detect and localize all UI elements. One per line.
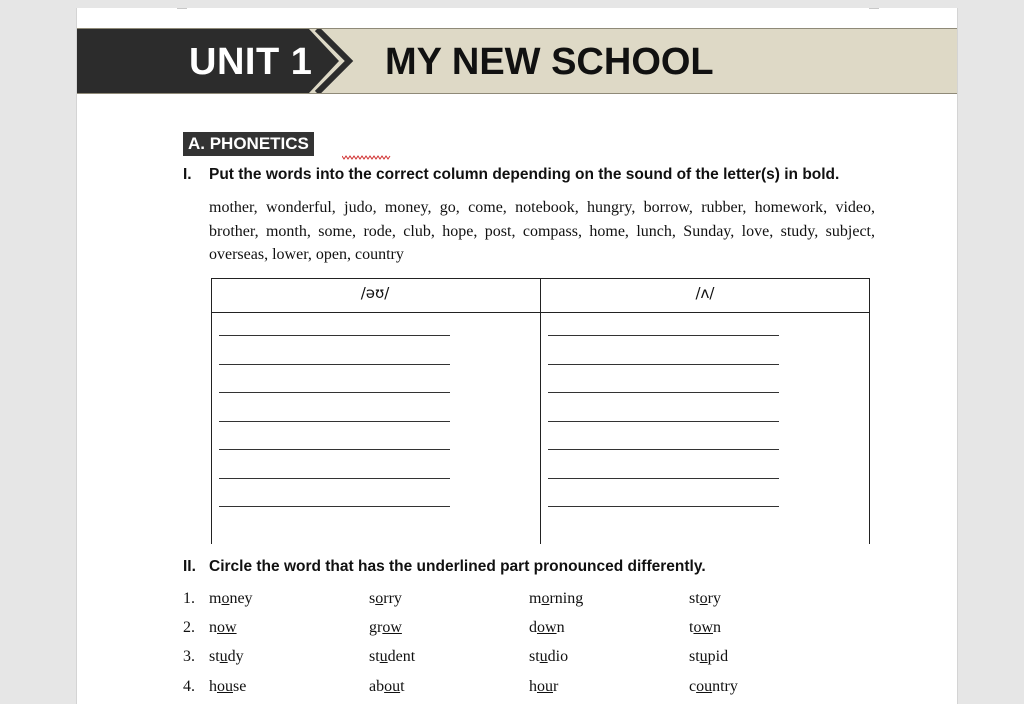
underlined-part: ou: [537, 677, 553, 695]
question-2-number: II.: [183, 558, 196, 575]
word-part: se: [233, 677, 247, 695]
answer-option[interactable]: [209, 678, 246, 696]
unit-label: UNIT 1: [189, 41, 313, 83]
word-part: pid: [707, 648, 729, 666]
word-part: rning: [549, 590, 584, 607]
table-left-border: [211, 278, 212, 544]
answer-option[interactable]: [369, 590, 402, 608]
answer-blank-line: [219, 392, 450, 393]
answer-option[interactable]: [369, 648, 415, 666]
answer-blank-line: [548, 364, 779, 365]
word-part: st: [689, 648, 700, 666]
underlined-part: o: [221, 590, 230, 607]
word-part: h: [209, 677, 217, 695]
underlined-part: u: [379, 648, 388, 666]
word-part: n: [713, 619, 722, 637]
underlined-part: ow: [537, 619, 557, 637]
table-right-border: [869, 278, 870, 544]
answer-option[interactable]: [529, 590, 583, 608]
unit-title: MY NEW SCHOOL: [385, 41, 714, 83]
answer-option[interactable]: [209, 590, 253, 608]
answer-option[interactable]: [689, 678, 738, 696]
answer-blank-line: [219, 364, 450, 365]
answer-blank-line: [548, 478, 779, 479]
item-number: 2.: [183, 619, 195, 637]
document-page: [76, 8, 958, 704]
underlined-part: u: [219, 648, 228, 666]
word-part: m: [209, 590, 222, 607]
underlined-part: ou: [696, 677, 713, 695]
answer-option[interactable]: [369, 678, 405, 696]
question-1-number: I.: [183, 166, 192, 183]
answer-option[interactable]: [689, 648, 728, 666]
underlined-part: ow: [382, 619, 402, 637]
answer-blank-line: [219, 335, 450, 336]
word-part: r: [553, 677, 559, 695]
column-header-ou: /əʊ/: [360, 284, 390, 302]
answer-blank-line: [548, 506, 779, 507]
underlined-part: ou: [217, 677, 233, 695]
word-part: t: [689, 619, 694, 637]
answer-blank-line: [548, 421, 779, 422]
word-part: dent: [387, 648, 416, 666]
question-1-heading: [183, 166, 839, 184]
word-part: ney: [229, 590, 253, 607]
answer-option[interactable]: [369, 619, 402, 637]
underlined-part: ow: [217, 619, 237, 637]
answer-blank-line: [219, 421, 450, 422]
column-header-uh: /ʌ/: [695, 284, 715, 302]
word-part: ry: [707, 590, 721, 607]
underlined-part: o: [699, 590, 708, 607]
question-2-heading: [183, 558, 706, 576]
item-number: 3.: [183, 648, 195, 666]
word-part: m: [529, 590, 542, 607]
section-label: A. PHONETICS: [183, 132, 314, 156]
answer-option[interactable]: [529, 678, 558, 696]
word-part: n: [209, 619, 217, 637]
word-part: ntry: [712, 677, 738, 695]
word-part: st: [529, 648, 540, 666]
word-part: c: [689, 677, 697, 695]
question-2-instruction: Circle the word that has the underlined part pronounced differently.: [209, 558, 706, 575]
word-part: h: [529, 677, 537, 695]
margin-mark-right: [869, 8, 879, 9]
underlined-part: ow: [693, 619, 714, 637]
word-part: ab: [369, 677, 385, 695]
underlined-part: u: [539, 648, 548, 666]
word-part: t: [400, 677, 405, 695]
underlined-part: o: [375, 590, 384, 607]
item-number: 4.: [183, 677, 195, 695]
underlined-part: o: [541, 590, 550, 607]
answer-blank-line: [548, 449, 779, 450]
answer-blank-line: [219, 449, 450, 450]
underlined-part: ou: [384, 677, 401, 695]
sound-table: [211, 278, 870, 544]
answer-option[interactable]: [689, 590, 721, 608]
answer-option[interactable]: [689, 619, 721, 637]
word-part: dio: [547, 648, 569, 666]
answer-option[interactable]: [209, 648, 244, 666]
item-number: 1.: [183, 590, 195, 607]
word-part: gr: [369, 619, 383, 637]
word-part: dy: [227, 648, 244, 666]
word-part: s: [369, 590, 376, 607]
answer-blank-line: [219, 478, 450, 479]
word-part: rry: [383, 590, 402, 607]
underlined-part: u: [699, 648, 708, 666]
spellcheck-squiggle: [342, 152, 392, 160]
unit-banner: [77, 28, 957, 94]
word-part: d: [529, 619, 537, 637]
answer-blank-line: [219, 506, 450, 507]
word-part: n: [556, 619, 565, 637]
margin-mark-left: [177, 8, 187, 9]
answer-blank-line: [548, 392, 779, 393]
word-list: mother, wonderful, judo, money, go, come, notebook, hungry, borrow, rubber, homework, video, brother, month, some, rode, club, hope, post, compass, home, lunch, Sunday, love, study, subject, overseas, lower, open, country: [209, 199, 875, 263]
answer-blank-line: [548, 335, 779, 336]
answer-option[interactable]: [209, 619, 237, 637]
question-1-instruction: Put the words into the correct column depending on the sound of the letter(s) in bold.: [209, 166, 840, 183]
answer-option[interactable]: [529, 648, 568, 666]
word-part: st: [369, 648, 380, 666]
word-part: st: [209, 648, 220, 666]
word-part: st: [689, 590, 700, 607]
answer-option[interactable]: [529, 619, 565, 637]
table-middle-border: [540, 278, 541, 544]
